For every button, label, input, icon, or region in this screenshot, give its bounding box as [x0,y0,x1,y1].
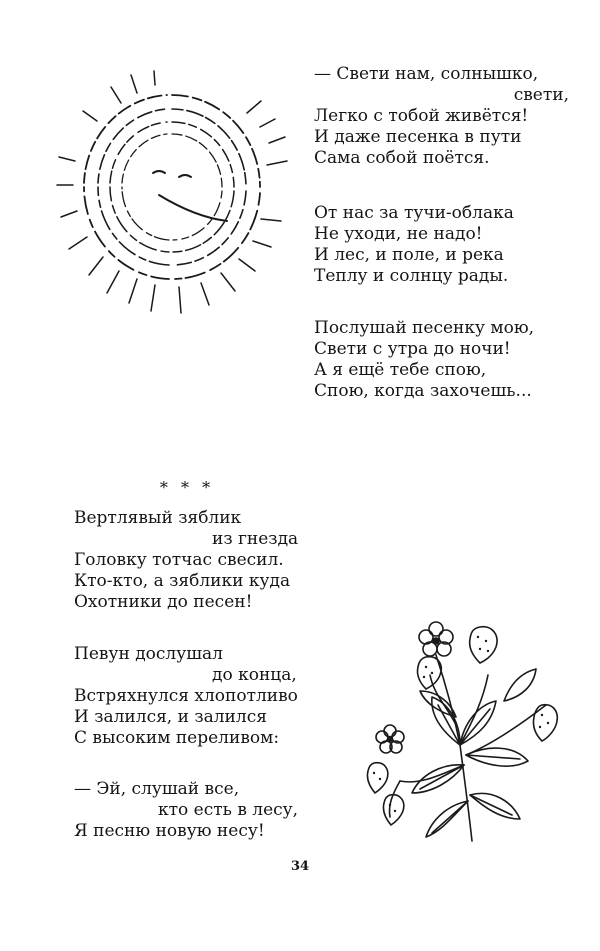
poem2-stanza-2 [74,644,334,749]
poem-line: И лес, и поле, и река [314,245,504,265]
poem-line: Сама собой поётся. [314,148,490,168]
poem-line: Вертлявый зяблик [74,508,242,528]
poem-line: От нас за тучи-облака [314,203,514,223]
poem-line: И даже песенка в пути [314,127,522,147]
poem-line: — Эй, слушай все, [74,779,240,799]
poem-line: Свети с утра до ночи! [314,339,511,359]
poem-line: Теплу и солнцу рады. [314,266,509,286]
poem-line: Спою, когда захочешь... [314,381,532,401]
poem-line: Кто-кто, а зяблики куда [74,571,291,591]
poem1-stanza-2 [314,203,569,287]
poem2-stanza-1 [74,508,334,613]
poem-line: Певун дослушал [74,644,223,664]
poem2-stanza-3 [74,779,334,842]
poem-line: Головку тотчас свесил. [74,550,284,570]
poem-line: свети, [513,85,569,105]
page-number: 34 [290,859,310,874]
poem1-stanza-1 [314,64,569,169]
poem-line: Встряхнулся хлопотливо [74,686,298,706]
section-separator: * * * [159,478,215,497]
sun-icon [55,65,290,325]
poem-line: Легко с тобой живётся! [314,106,529,126]
poem-line: А я ещё тебе спою, [314,360,487,380]
poem-line: — Свети нам, солнышко, [314,64,539,84]
poem-line: Охотники до песен! [74,592,253,612]
poem-line: Послушай песенку мою, [314,318,535,338]
poem-line: из гнезда [212,529,299,549]
poem1-stanza-3 [314,318,569,402]
strawberry-plant-icon [360,605,570,845]
poem-line: С высоким переливом: [74,728,280,748]
poem-line: Не уходи, не надо! [314,224,483,244]
poem-line: И залился, и залился [74,707,267,727]
poem-line: кто есть в лесу, [158,800,299,820]
poem-line: до конца, [212,665,297,685]
poem-line: Я песню новую несу! [74,821,265,841]
